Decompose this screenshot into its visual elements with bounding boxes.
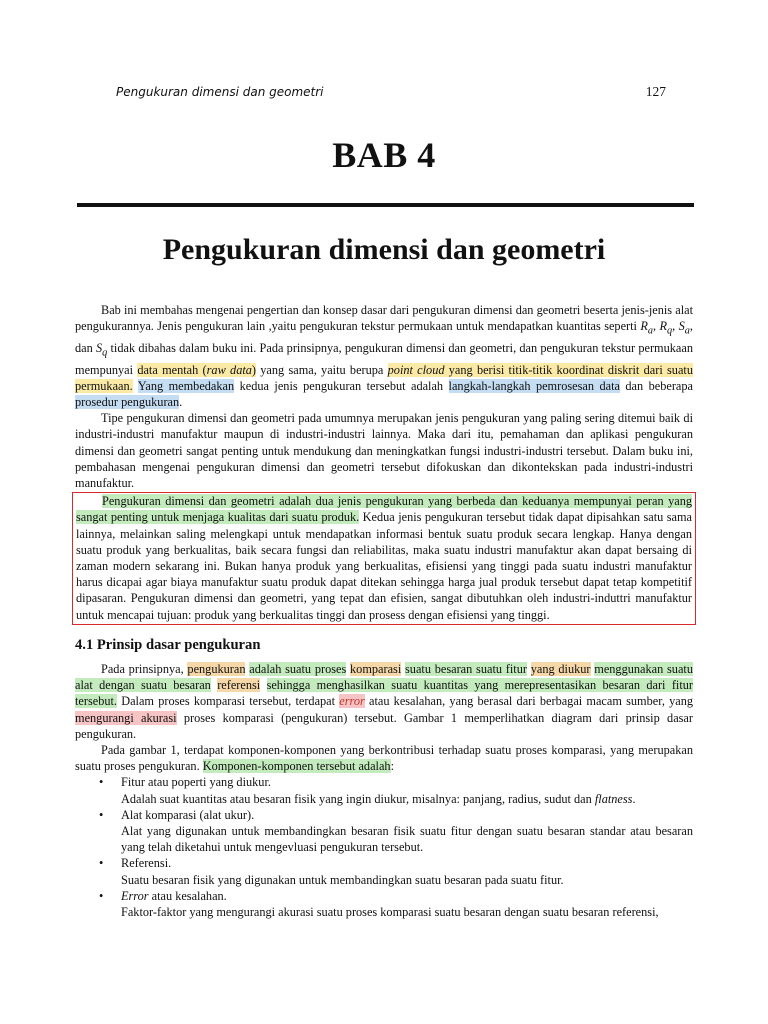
running-title: Pengukuran dimensi dan geometri [116, 85, 324, 99]
list-item [75, 855, 693, 887]
highlight-langkah: langkah-langkah pemrosesan data [448, 378, 620, 393]
highlight-besaran-fitur: suatu besaran suatu fitur [405, 661, 527, 676]
list-item-desc: Adalah suat kuantitas atau besaran fisik yang ingin diukur, misalnya: panjang, radius, sudut dan flatness. [121, 791, 636, 806]
highlight-komponen: Komponen-komponen tersebut adalah [202, 759, 391, 774]
list-item [75, 888, 693, 920]
bullet-icon: • [99, 775, 104, 790]
chapter-rule [77, 203, 694, 207]
paragraph-5: Pada gambar 1, terdapat komponen-komponen yang berkontribusi terhadap suatu proses komparasi, yang merupakan suatu proses pengukuran. Komponen-komponen tersebut adalah: [75, 742, 693, 774]
paragraph-4: Pada prinsipnya, pengukuran adalah suatu proses komparasi suatu besaran suatu fitur yang diukur menggunakan suatu alat dengan suatu besaran referensi sehingga menghasilkan suatu kuantitas yang merepresentasikan besaran dari fitur tersebut. Dalam proses komparasi tersebut, terdapat error atau kesalahan, yang berasal dari berbagai macam sumber, yang mengurangi akurasi proses komparasi (pengukuran) tersebut. Gambar 1 memperlihatkan diagram dari prinsip dasar pengukuran. [75, 661, 694, 741]
bullet-icon: • [99, 888, 104, 903]
page-number: 127 [645, 84, 666, 99]
paragraph-2: Tipe pengukuran dimensi dan geometri pada umumnya merupakan jenis pengukuran yang paling sering ditemui baik di industri-industri manufaktur maupun di industri-industri lainnya. Maka dari itu, pemahaman dan aplikasi pengukuran dimensi dan geometri sangat penting untuk mendukung dan meningkatkan fungsi industri-industri tersebut. Dalam buku ini, pembahasan mengenai pengukuran dimensi dan geometri tersebut difokuskan dan dikontekskan pada industri-industri manufaktur. [75, 411, 693, 490]
highlight-pengukuran: pengukuran [187, 661, 246, 676]
body-text [75, 302, 693, 920]
paragraph-3: Pengukuran dimensi dan geometri adalah dua jenis pengukuran yang berbeda dan keduanya mempunyai peran yang sangat penting untuk menjaga kualitas dari suatu produk. Kedua jenis pengukuran tersebut tidak dapat dipisahkan satu sama lainnya, melainkan saling melengkapi untuk mendapatkan informasi bentuk suatu produk secara lengkap. Hanya dengan suatu produk yang berkualitas, baik secara fungsi dan reliabilitas, maka suatu industri manufaktur akan dapat bersaing di zaman modern sekarang ini. Bukan hanya produk yang berkualitas, efisiensi yang tinggi pada suatu industri manufaktur harus dicapai agar biaya manufaktur suatu produk dapat ditekan sehingga harga jual produk tersebut dapat tetap kompetitif dipasaran. Pengukuran dimensi dan geometri, yang tepat dan efisien, sangat dibutuhkan oleh industri-induttri manufaktur untuk mencapai tujuan: produk yang berkualitas tinggi dan prosess dengan efisiensi yang tinggi. [76, 494, 692, 622]
chapter-heading: BAB 4 [332, 135, 436, 175]
highlight-referensi: referensi [217, 678, 261, 693]
highlight-alat: menggunakan suatu alat dengan suatu besaran [75, 661, 693, 693]
math-sq: $S_q$ [96, 340, 108, 359]
math-rq: $R_q$ [659, 319, 673, 337]
highlight-raw-data: data mentah (raw data) [137, 362, 257, 377]
list-item-desc: Faktor-faktor yang mengurangi akurasi suatu proses komparasi suatu besaran dengan suatu besaran referensi, [121, 905, 659, 920]
highlight-prosedur: prosedur pengukuran [75, 394, 180, 409]
bullet-icon: • [99, 807, 104, 822]
list-item-title: Fitur atau poperti yang diukur. [121, 775, 271, 790]
highlight-yang-membedakan: Yang membedakan [137, 378, 235, 393]
running-header [116, 84, 666, 100]
list-item-desc: Suatu besaran fisik yang digunakan untuk membandingkan suatu besaran pada suatu fitur. [121, 872, 564, 887]
highlight-akurasi: mengurangi akurasi [75, 710, 177, 725]
paragraph-1: Bab ini membahas mengenai pengertian dan konsep dasar dari pengukuran dimensi dan geometri beserta jenis-jenis alat pengukurannya. Jenis pengukuran lain ,yaitu pengukuran tekstur permukaan untuk mendapatkan kuantitas seperti $R_a$, $R_q$, $S_a$, dan $S_q$ tidak dibahas dalam buku ini. Pada prinsipnya, pengukuran dimensi dan geometri, dan pengukuran tekstur permukaan mempunyai data mentah (raw data) yang sama, yaitu berupa point cloud yang berisi titik-titik koordinat diskrit dari suatu permukaan. Yang membedakan kedua jenis pengukuran tersebut adalah langkah-langkah pemrosesan data dan beberapa prosedur pengukuran. [75, 303, 693, 409]
math-sa: $S_a$ [678, 319, 690, 337]
text-run: Bab ini membahas mengenai pengertian dan konsep dasar dari pengukuran dimensi dan geometri beserta jenis-jenis alat pengukurannya. Jenis pengukuran lain ,yaitu pengukuran tekstur permukaan untuk mendapatkan kuantitas seperti [75, 303, 693, 334]
text-run: tidak dibahas dalam buku ini. Pada prinsipnya, pengukuran dimensi dan geometri, dan pengukuran tekstur permukaan mempunyai [75, 340, 693, 377]
highlight-key-sentence: Pengukuran dimensi dan geometri adalah dua jenis pengukuran yang berbeda dan keduanya mempunyai peran yang sangat penting untuk menjaga kualitas dari suatu produk. [76, 494, 692, 525]
bullet-icon: • [99, 856, 104, 871]
chapter-title: Pengukuran dimensi dan geometri [162, 233, 606, 266]
list-item [75, 774, 693, 806]
annotation-box [72, 492, 696, 625]
highlight-kuantitas: sehingga menghasilkan suatu kuantitas yang merepresentasikan besaran dari fitur tersebut. [75, 678, 693, 709]
list-item-title: Referensi. [121, 856, 172, 871]
highlight-point-cloud: point cloud yang berisi titik-titik koordinat diskrit dari suatu permukaan. [75, 362, 693, 393]
highlight-proses: adalah suatu proses [249, 661, 347, 676]
list-item-title: Error atau kesalahan. [121, 888, 227, 903]
highlight-error: error [339, 694, 365, 709]
highlight-komparasi: komparasi [350, 661, 402, 676]
component-list [75, 774, 693, 920]
list-item-desc: Alat yang digunakan untuk membandingkan besaran fisik suatu fitur dengan suatu besaran standar atau besaran yang telah diketahui untuk mengevluasi pengukuran tersebut. [121, 824, 693, 855]
list-item [75, 807, 693, 856]
list-item-title: Alat komparasi (alat ukur). [121, 807, 255, 822]
math-ra: $R_a$ [640, 319, 654, 337]
section-heading: 4.1 Prinsip dasar pengukuran [75, 636, 261, 653]
highlight-diukur: yang diukur [530, 661, 591, 676]
